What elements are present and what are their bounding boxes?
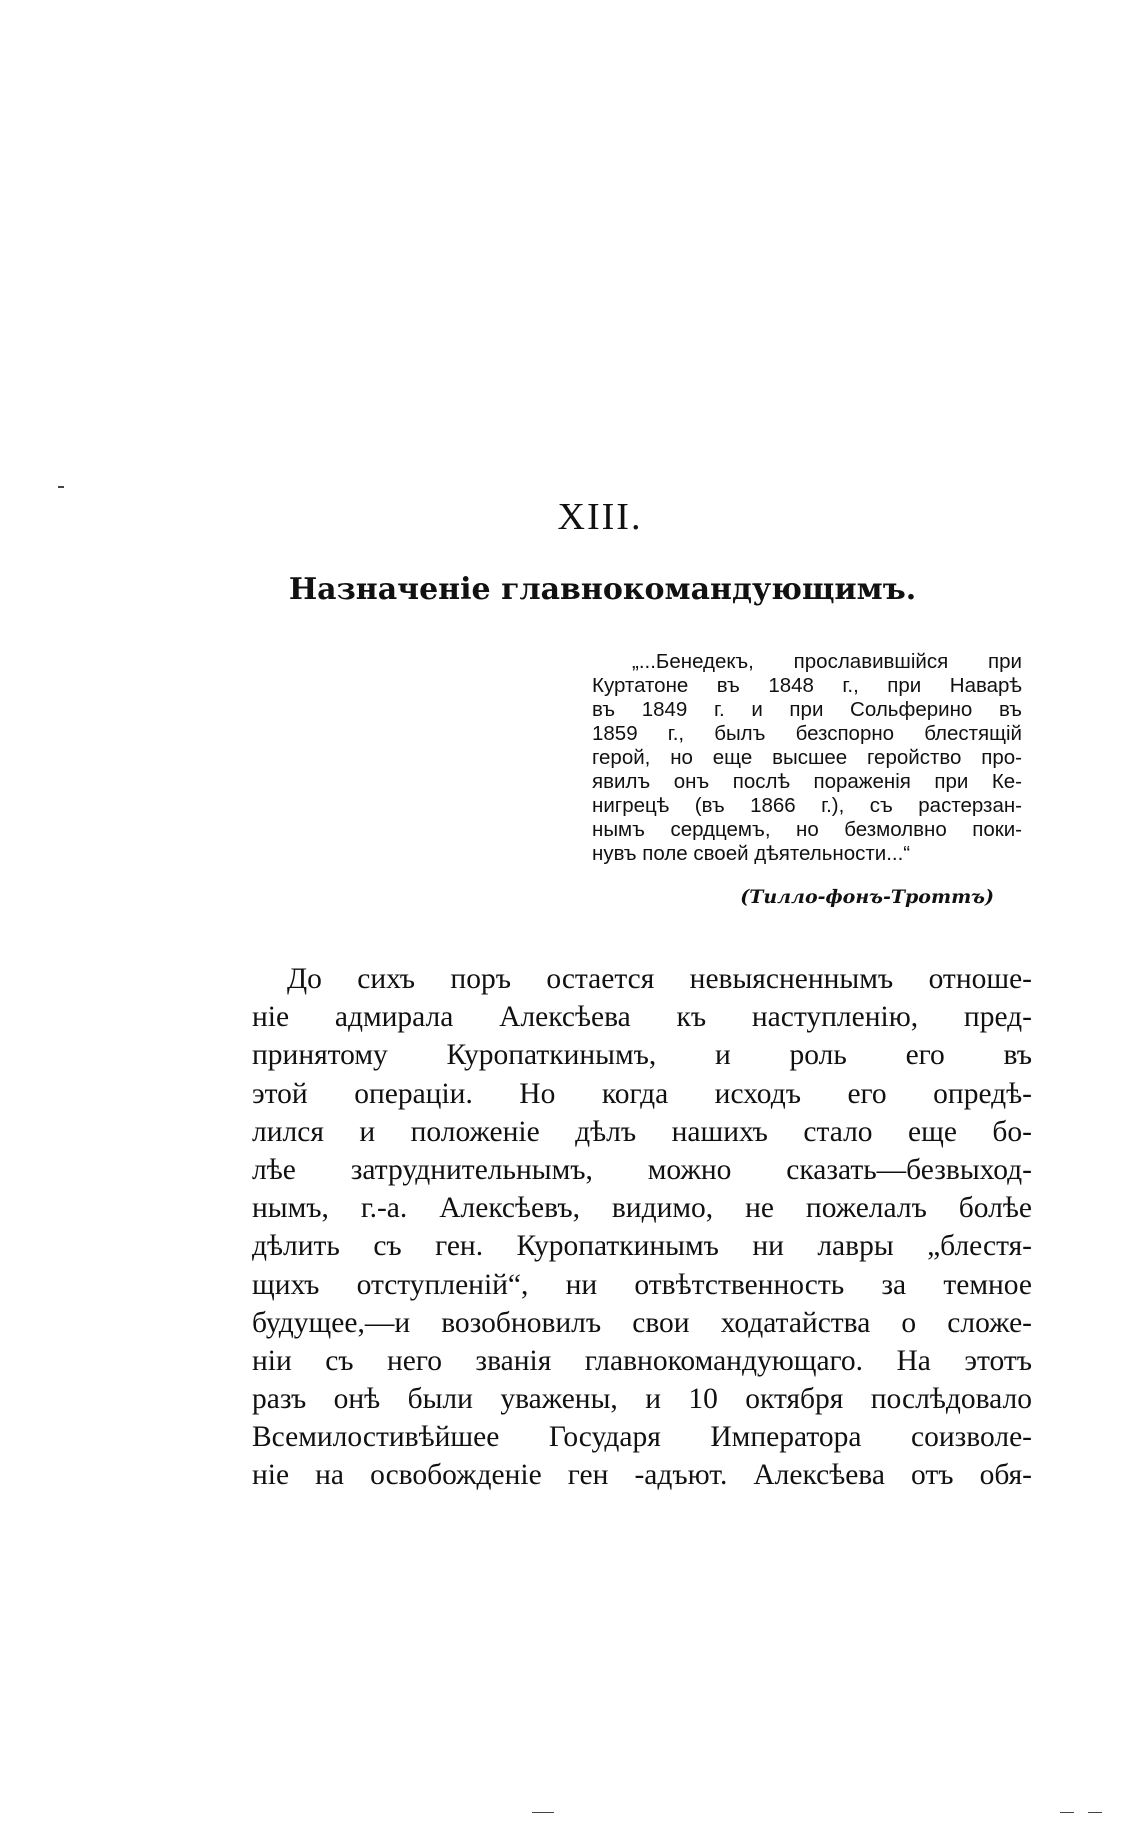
epigraph-line: нымъ сердцемъ, но безмолвно поки- [592,818,1022,841]
body-line: разъ онѣ были уважены, и 10 октября послѣдовало [252,1383,1032,1416]
body-paragraph [252,960,1032,1495]
body-line: дѣлить съ ген. Куропаткинымъ ни лавры „блестя- [252,1230,1032,1263]
epigraph-line: явилъ онъ послѣ пораженiя при Ке- [592,770,1022,793]
epigraph-line: нигрецѣ (въ 1866 г.), съ растерзан- [592,794,1022,817]
chapter-title: Назначенiе главнокомандующимъ. [288,572,917,607]
epigraph-line: Куртатоне въ 1848 г., при Наварѣ [592,674,1022,697]
chapter-number: XIII. [557,496,643,538]
body-line: будущее,—и возобновилъ свои ходатайства о сложе- [252,1306,1032,1339]
epigraph-line: въ 1849 г. и при Сольферино въ [592,698,1022,721]
epigraph-line: герой, но еще высшее геройство про- [592,746,1022,769]
body-line: лѣе затруднительнымъ, можно сказать—безвыход- [252,1153,1032,1186]
scan-speck [532,1812,554,1813]
body-line: нiи съ него званiя главнокомандующаго. На этотъ [252,1344,1032,1377]
epigraph-line: 1859 г., былъ безспорно блестящiй [592,722,1022,745]
scan-speck [1088,1812,1102,1813]
epigraph [592,650,1022,866]
body-line: щихъ отступленiй“, ни отвѣтственность за темное [252,1268,1032,1301]
body-line: До сихъ поръ остается невыясненнымъ отноше- [287,963,1032,995]
body-line: нiе на освобожденiе ген -адъют. Алексѣева отъ обя- [252,1459,1032,1492]
body-line: принятому Куропаткинымъ, и роль его въ [252,1039,1032,1072]
epigraph-attribution: (Тилло-фонъ-Троттъ) [740,886,994,908]
body-line: лился и положенiе дѣлъ нашихъ стало еще бо- [252,1115,1032,1148]
epigraph-line: нувъ поле своей дѣятельности...“ [592,842,911,865]
body-line: нiе адмирала Алексѣева къ наступленiю, пред- [252,1001,1032,1034]
scan-speck [1060,1812,1074,1813]
body-line: Всемилостивѣйшее Государя Императора соизволе- [252,1421,1032,1454]
scan-speck [58,486,64,488]
body-line: нымъ, г.-а. Алексѣевъ, видимо, не пожелалъ болѣе [252,1192,1032,1225]
body-line: этой операцiи. Но когда исходъ его опредѣ- [252,1077,1032,1110]
epigraph-line: „...Бенедекъ, прославившiйся при [632,650,1022,673]
